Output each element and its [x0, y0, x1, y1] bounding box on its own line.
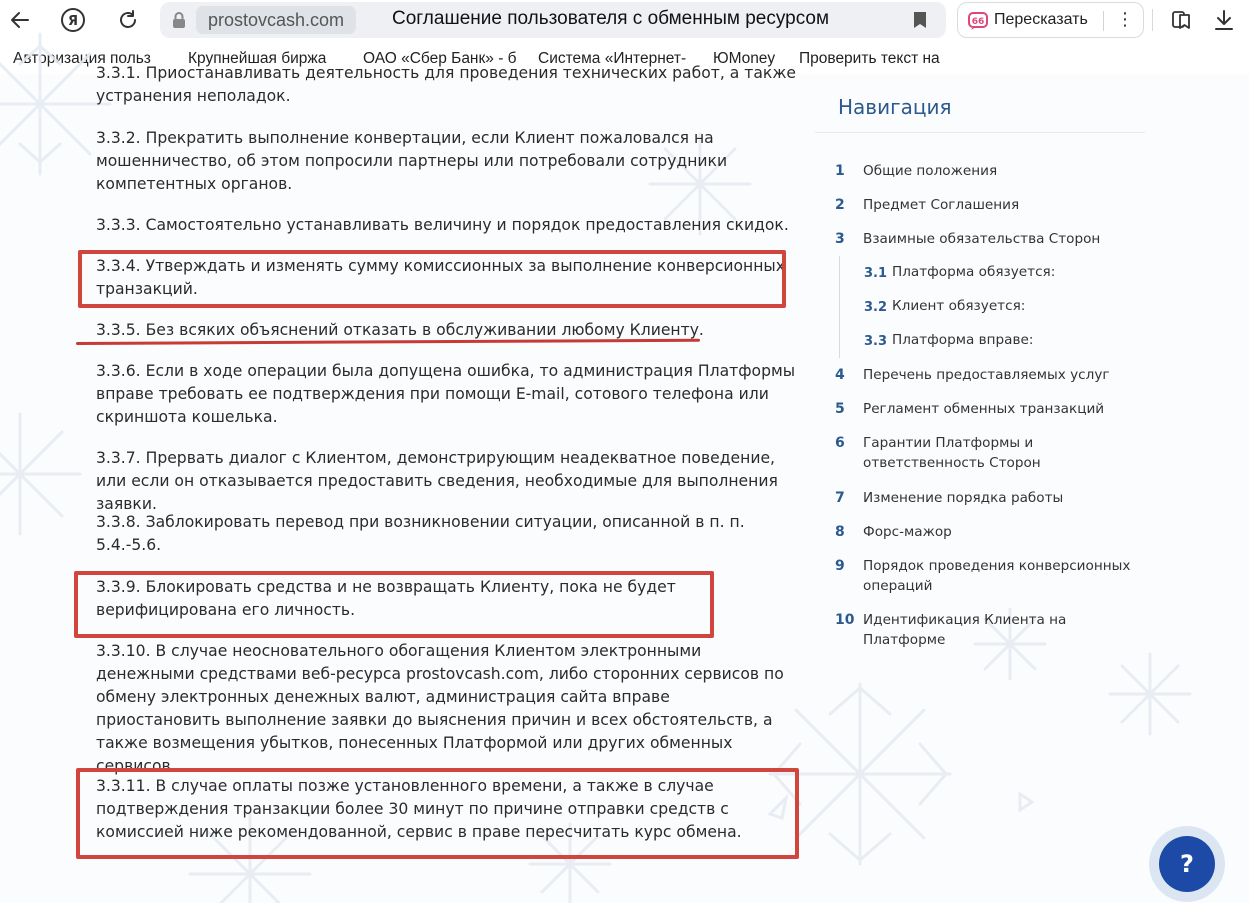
nav-subitem[interactable] — [839, 324, 1139, 358]
clause-3-3-3: 3.3.3. Самостоятельно устанавливать величину и порядок предоставления скидок. — [96, 216, 789, 234]
nav-item-number: 1 — [835, 163, 845, 179]
highlight-box — [78, 250, 786, 308]
clause-3-3-5: 3.3.5. Без всяких объяснений отказать в обслуживании любому Клиенту. — [96, 321, 704, 339]
bookmark-item[interactable]: ОАО «Сбер Банк» - б — [363, 50, 517, 67]
nav-divider — [815, 132, 1145, 133]
web-page — [0, 64, 1249, 903]
nav-item-label: Перечень предоставляемых услуг — [863, 367, 1110, 383]
nav-item-number: 2 — [835, 197, 845, 213]
nav-item-number: 9 — [835, 558, 845, 574]
svg-text:66: 66 — [971, 17, 985, 27]
help-icon: ? — [1159, 836, 1215, 892]
browser-toolbar — [0, 0, 1249, 40]
nav-item-number: 3.1 — [864, 266, 888, 281]
clause-3-3-6: 3.3.6. Если в ходе операции была допущена ошибка, то администрация Платформы вправе требовать ее подтверждения при помощи E-mail, сотового телефона или скриншота кошелька. — [96, 362, 796, 426]
clause-3-3-9: 3.3.9. Блокировать средства и не возвращать Клиенту, пока не будет верифицирована его личность. — [96, 578, 676, 619]
nav-subitem[interactable] — [839, 290, 1139, 324]
retell-icon — [968, 11, 988, 31]
nav-item-label: Порядок проведения конверсионных операций — [863, 558, 1131, 594]
svg-text:Я: Я — [67, 14, 79, 29]
highlight-box — [76, 768, 799, 859]
nav-item-number: 3.2 — [864, 300, 888, 315]
nav-item-number: 4 — [835, 367, 845, 383]
bookmark-item[interactable]: Система «Интернет- — [538, 50, 687, 67]
collections-icon — [1170, 8, 1194, 32]
retell-separator — [1103, 11, 1104, 31]
nav-item-number: 10 — [835, 612, 855, 628]
reload-icon — [117, 9, 139, 31]
toolbar-divider — [1152, 9, 1153, 31]
arrow-left-icon — [9, 9, 31, 31]
bookmark-item[interactable]: ЮMoney — [713, 50, 776, 67]
retell-button[interactable] — [957, 2, 1144, 38]
nav-item-number: 6 — [835, 435, 845, 451]
nav-item-label: Предмет Соглашения — [863, 197, 1020, 213]
reload-button[interactable] — [112, 4, 144, 36]
yandex-button[interactable] — [57, 4, 89, 36]
yandex-logo-icon — [60, 7, 86, 33]
nav-subitem[interactable] — [839, 256, 1139, 290]
nav-item-number: 3 — [835, 231, 845, 247]
page-title: Соглашение пользователя с обменным ресурсом — [392, 8, 830, 29]
nav-item-number: 7 — [835, 490, 845, 506]
more-options-icon[interactable]: ⋮ — [1116, 9, 1134, 30]
nav-item-number: 3.3 — [864, 334, 888, 349]
bookmark-item[interactable]: Крупнейшая биржа — [188, 50, 327, 67]
nav-item-label: Идентификация Клиента на Платформе — [863, 612, 1067, 648]
nav-item-label: Платформа обязуется: — [892, 264, 1056, 280]
bookmark-item[interactable]: Авторизация польз — [13, 50, 151, 67]
nav-item-label: Гарантии Платформы и ответственность Сторон — [863, 435, 1041, 471]
download-icon — [1212, 8, 1236, 32]
clause-3-3-1: 3.3.1. Приостанавливать деятельность для проведения технических работ, а также устранения неполадок. — [96, 64, 796, 105]
domain-label: prostovcash.com — [196, 6, 356, 34]
bookmark-item[interactable]: Проверить текст на — [799, 50, 940, 67]
clause-3-3-2: 3.3.2. Прекратить выполнение конвертации, если Клиент пожаловался на мошенничество, об этом попросили партнеры или потребовали сотрудники компетентных органов. — [96, 129, 728, 193]
nav-item-number: 5 — [835, 401, 845, 417]
navigation-panel — [815, 74, 1145, 654]
downloads-button[interactable] — [1208, 4, 1240, 36]
address-bar[interactable] — [160, 2, 946, 38]
clause-3-3-8: 3.3.8. Заблокировать перевод при возникновении ситуации, описанной в п. п. 5.4.-5.6. — [96, 513, 745, 554]
clause-3-3-11: 3.3.11. В случае оплаты позже установленного времени, а также в случае подтверждения транзакции более 30 минут по причине отправки средств с комиссией ниже рекомендованной, сервис в праве пересчитать курс обмена. — [96, 777, 742, 841]
help-button[interactable] — [1149, 826, 1225, 902]
lock-icon — [171, 11, 187, 29]
clause-3-3-7: 3.3.7. Прервать диалог с Клиентом, демонстрирующим неадекватное поведение, или если он отказывается предоставить сведения, необходимые для выполнения заявки. — [96, 449, 778, 513]
nav-item-label: Платформа вправе: — [892, 332, 1034, 348]
clause-3-3-10: 3.3.10. В случае неосновательного обогащения Клиентом электронными денежными средствами веб-ресурса prostovcash.com, либо сторонних сервисов по обмену электронных денежных валют, администрация сайта вправе приостановить выполнение заявки до выяснения причин и всех обстоятельств, а также возмещения убытков, понесенных Платформой или других обменных сервисов. — [96, 642, 784, 775]
back-button[interactable] — [4, 4, 36, 36]
collections-button[interactable] — [1166, 4, 1198, 36]
nav-item-label: Изменение порядка работы — [863, 490, 1064, 506]
clause-3-3-4: 3.3.4. Утверждать и изменять сумму комиссионных за выполнение конверсионных транзакций. — [96, 257, 785, 298]
retell-label: Пересказать — [994, 11, 1088, 28]
nav-item-label: Взаимные обязательства Сторон — [863, 231, 1101, 247]
nav-item-number: 8 — [835, 524, 845, 540]
nav-title: Навигация — [838, 95, 952, 119]
bookmark-icon[interactable] — [912, 11, 928, 29]
nav-item-label: Форс-мажор — [863, 524, 952, 540]
highlight-box — [74, 571, 714, 638]
nav-item-label: Общие положения — [863, 163, 998, 179]
nav-item-label: Регламент обменных транзакций — [863, 401, 1105, 417]
nav-item-label: Клиент обязуется: — [892, 298, 1026, 314]
